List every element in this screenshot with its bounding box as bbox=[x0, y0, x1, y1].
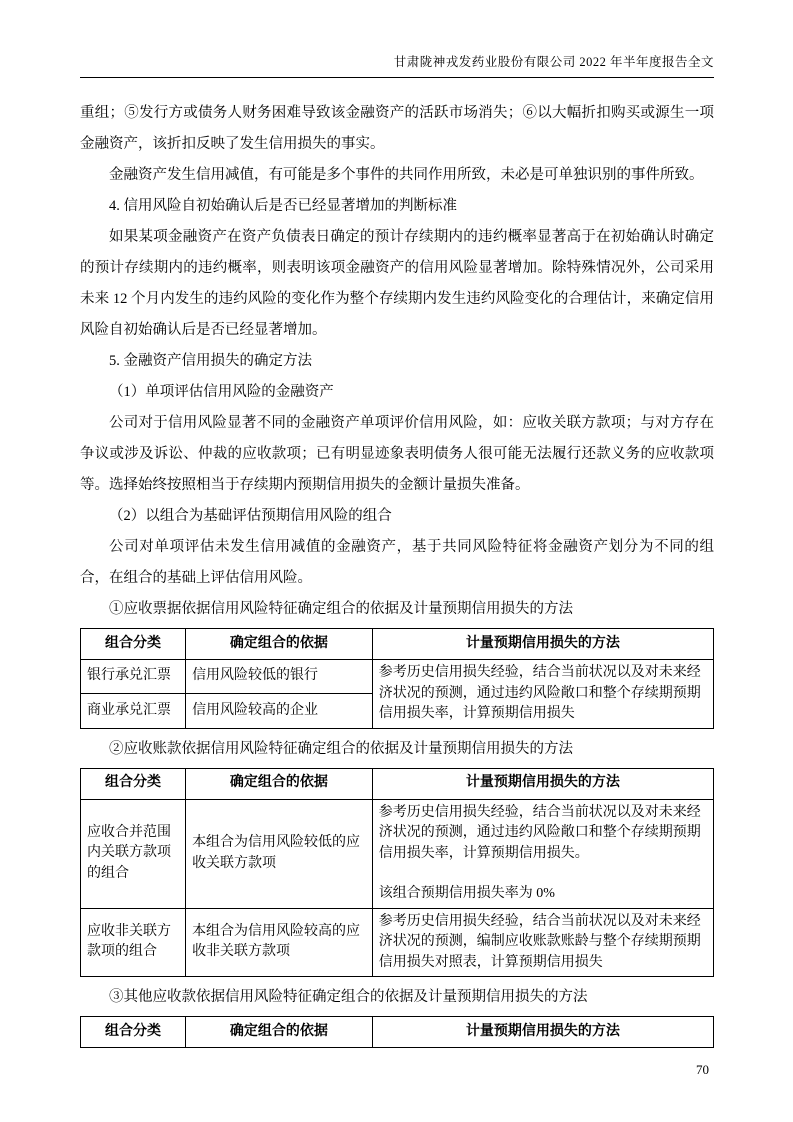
cell-basis: 本组合为信用风险较高的应收非关联方款项 bbox=[186, 908, 373, 977]
col-header-basis: 确定组合的依据 bbox=[186, 1017, 373, 1048]
cell-method bbox=[372, 799, 713, 908]
col-header-method: 计量预期信用损失的方法 bbox=[372, 629, 713, 660]
heading-credit-risk-judgment: 4. 信用风险自初始确认后是否已经显著增加的判断标准 bbox=[109, 198, 457, 214]
subheading-individual-assessment: （1）单项评估信用风险的金融资产 bbox=[109, 384, 334, 400]
col-header-category: 组合分类 bbox=[81, 629, 186, 660]
col-header-category: 组合分类 bbox=[81, 1017, 186, 1048]
table-row bbox=[81, 908, 714, 977]
col-header-method: 计量预期信用损失的方法 bbox=[372, 768, 713, 799]
table-header-row bbox=[81, 768, 714, 799]
table-row bbox=[81, 660, 714, 694]
heading-credit-loss-method: 5. 金融资产信用损失的确定方法 bbox=[109, 353, 312, 369]
cell-method-merged: 参考历史信用损失经验，结合当前状况以及对未来经济状况的预测，通过违约风险敞口和整个存续期预期信用损失率，计算预期信用损失 bbox=[372, 660, 713, 729]
col-header-basis: 确定组合的依据 bbox=[186, 629, 373, 660]
col-header-method: 计量预期信用损失的方法 bbox=[372, 1017, 713, 1048]
cell-category: 应收非关联方款项的组合 bbox=[81, 908, 186, 977]
para-continued-impairment-events: 重组；⑤发行方或债务人财务困难导致该金融资产的活跃市场消失；⑥以大幅折扣购买或源生一项金融资产，该折扣反映了发生信用损失的事实。 bbox=[80, 105, 714, 152]
caption-notes-receivable-table: ①应收票据依据信用风险特征确定组合的依据及计量预期信用损失的方法 bbox=[109, 601, 573, 617]
cell-category: 商业承兑汇票 bbox=[81, 694, 186, 728]
document-content bbox=[80, 98, 714, 1048]
method-loss-rate: 该组合预期信用损失率为 0% bbox=[378, 886, 555, 901]
col-header-category: 组合分类 bbox=[81, 768, 186, 799]
cell-basis: 信用风险较高的企业 bbox=[186, 694, 373, 728]
cell-method: 参考历史信用损失经验，结合当前状况以及对未来经济状况的预测，编制应收账款账龄与整个存续期预期信用损失对照表，计算预期信用损失 bbox=[372, 908, 713, 977]
caption-other-receivables-table: ③其他应收款依据信用风险特征确定组合的依据及计量预期信用损失的方法 bbox=[109, 989, 588, 1005]
table-row bbox=[81, 799, 714, 908]
caption-accounts-receivable-table: ②应收账款依据信用风险特征确定组合的依据及计量预期信用损失的方法 bbox=[109, 740, 573, 757]
para-credit-risk-detail: 如果某项金融资产在资产负债表日确定的预计存续期内的违约概率显著高于在初始确认时确定的预计存续期内的违约概率，则表明该项金融资产的信用风险显著增加。除特殊情况外，公司采用未来 12 个月内发生的违约风险的变化作为整个存续期内发生违约风险变化的合理估计，来确定信用风险自初始确认后是否已经显著增加。 bbox=[80, 229, 714, 338]
other-receivables-portfolio-table bbox=[80, 1016, 714, 1048]
page-number: 70 bbox=[696, 1062, 709, 1077]
notes-receivable-portfolio-table bbox=[80, 628, 714, 729]
report-title: 甘肃陇神戎发药业股份有限公司 2022 年半年度报告全文 bbox=[393, 55, 714, 69]
para-impairment-multiple-events: 金融资产发生信用减值，有可能是多个事件的共同作用所致，未必是可单独识别的事件所致。 bbox=[109, 167, 704, 183]
para-portfolio-assessment: 公司对单项评估未发生信用减值的金融资产，基于共同风险特征将金融资产划分为不同的组合，在组合的基础上评估信用风险。 bbox=[80, 539, 714, 586]
page-header bbox=[80, 52, 714, 78]
cell-category: 银行承兑汇票 bbox=[81, 660, 186, 694]
accounts-receivable-portfolio-table bbox=[80, 768, 714, 978]
table-header-row bbox=[81, 629, 714, 660]
method-text: 参考历史信用损失经验，结合当前状况以及对未来经济状况的预测，通过违约风险敞口和整个存续期预期信用损失率，计算预期信用损失。 bbox=[378, 804, 701, 861]
table-header-row bbox=[81, 1017, 714, 1048]
cell-category: 应收合并范围内关联方款项的组合 bbox=[81, 799, 186, 908]
para-individual-assessment: 公司对于信用风险显著不同的金融资产单项评价信用风险，如：应收关联方款项；与对方存在争议或涉及诉讼、仲裁的应收款项；已有明显迹象表明债务人很可能无法履行还款义务的应收款项等。选择始终按照相当于存续期内预期信用损失的金额计量损失准备。 bbox=[80, 415, 714, 493]
cell-basis: 信用风险较低的银行 bbox=[186, 660, 373, 694]
cell-basis: 本组合为信用风险较低的应收关联方款项 bbox=[186, 799, 373, 908]
col-header-basis: 确定组合的依据 bbox=[186, 768, 373, 799]
subheading-portfolio-assessment: （2）以组合为基础评估预期信用风险的组合 bbox=[109, 508, 392, 524]
